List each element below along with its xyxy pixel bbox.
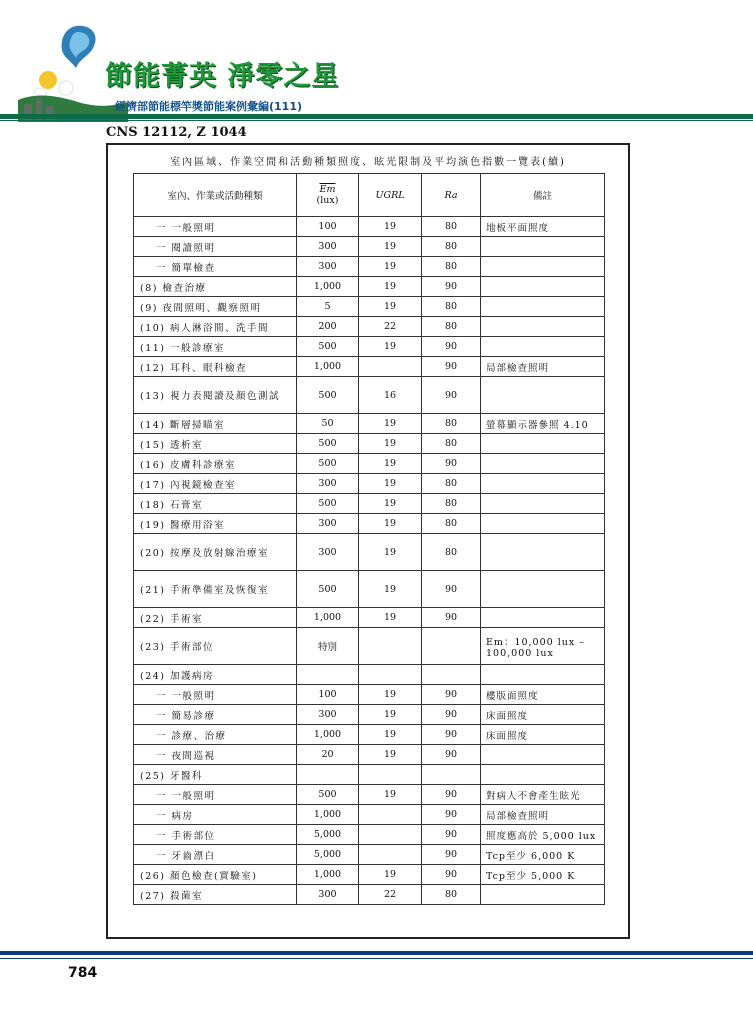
row-ra-cell: 90 [422, 725, 481, 745]
row-em-cell: 500 [297, 377, 359, 414]
row-em-cell: 500 [297, 785, 359, 805]
row-ugr-cell: 22 [359, 317, 422, 337]
row-em-cell: 500 [297, 434, 359, 454]
row-ugr-cell: 22 [359, 885, 422, 905]
row-em-cell: 500 [297, 337, 359, 357]
row-name-cell: (8) 檢查治療 [134, 277, 297, 297]
row-ra-cell: 90 [422, 377, 481, 414]
footer-divider-thin [0, 958, 753, 959]
row-ugr-cell: 19 [359, 337, 422, 357]
row-note-cell [481, 665, 605, 685]
row-ra-cell: 90 [422, 454, 481, 474]
row-name-cell: 一 簡易診療 [134, 705, 297, 725]
row-em-cell: 300 [297, 257, 359, 277]
row-note-cell [481, 885, 605, 905]
table-row [134, 765, 605, 785]
row-note-cell: 照度應高於 5,000 lux [481, 825, 605, 845]
row-name-cell: (23) 手術部位 [134, 628, 297, 665]
table-row [134, 571, 605, 608]
row-ra-cell: 80 [422, 217, 481, 237]
row-em-cell: 300 [297, 885, 359, 905]
row-ugr-cell: 19 [359, 685, 422, 705]
row-ra-cell: 80 [422, 885, 481, 905]
table-row [134, 257, 605, 277]
row-note-cell: 地板平面照度 [481, 217, 605, 237]
row-em-cell: 5,000 [297, 845, 359, 865]
row-ugr-cell [359, 845, 422, 865]
row-note-cell: 螢幕顯示器參照 4.10 [481, 414, 605, 434]
header-divider-thin [0, 120, 753, 121]
table-row [134, 474, 605, 494]
row-name-cell: 一 夜間巡視 [134, 745, 297, 765]
row-ugr-cell: 19 [359, 237, 422, 257]
row-ra-cell: 90 [422, 845, 481, 865]
row-note-cell [481, 765, 605, 785]
row-ra-cell: 90 [422, 357, 481, 377]
row-name-cell: 一 手術部位 [134, 825, 297, 845]
row-em-cell: 300 [297, 514, 359, 534]
row-em-cell: 特別 [297, 628, 359, 665]
row-ra-cell: 80 [422, 297, 481, 317]
illuminance-table [133, 173, 605, 905]
row-ra-cell: 80 [422, 534, 481, 571]
table-header-row [134, 174, 605, 217]
row-ra-cell [422, 665, 481, 685]
row-name-cell: (22) 手術室 [134, 608, 297, 628]
row-note-cell [481, 571, 605, 608]
row-ugr-cell [359, 765, 422, 785]
row-em-cell: 1,000 [297, 608, 359, 628]
header-em [297, 174, 359, 217]
row-name-cell: (25) 牙醫科 [134, 765, 297, 785]
page-header [0, 0, 753, 120]
row-ugr-cell: 19 [359, 608, 422, 628]
row-em-cell: 100 [297, 685, 359, 705]
table-row [134, 608, 605, 628]
table-row [134, 785, 605, 805]
row-em-cell: 5,000 [297, 825, 359, 845]
row-em-cell: 20 [297, 745, 359, 765]
header-divider [0, 114, 753, 119]
row-ra-cell: 90 [422, 337, 481, 357]
row-em-cell: 500 [297, 571, 359, 608]
header-ugr: UGRL [359, 174, 422, 217]
row-note-cell [481, 377, 605, 414]
row-note-cell [481, 434, 605, 454]
row-ugr-cell: 19 [359, 514, 422, 534]
row-note-cell: 床面照度 [481, 705, 605, 725]
row-em-cell: 5 [297, 297, 359, 317]
table-row [134, 865, 605, 885]
row-em-cell: 300 [297, 237, 359, 257]
row-name-cell: (19) 醫療用浴室 [134, 514, 297, 534]
table-row [134, 745, 605, 765]
row-ra-cell: 80 [422, 434, 481, 454]
table-row [134, 685, 605, 705]
row-note-cell [481, 237, 605, 257]
table-row [134, 705, 605, 725]
row-ra-cell [422, 628, 481, 665]
row-note-cell [481, 337, 605, 357]
row-ugr-cell [359, 665, 422, 685]
row-name-cell: (13) 視力表閱讀及顏色測試 [134, 377, 297, 414]
row-note-cell: Tcp至少 6,000 K [481, 845, 605, 865]
row-name-cell: (27) 殺菌室 [134, 885, 297, 905]
row-em-cell: 500 [297, 454, 359, 474]
row-name-cell: (14) 斷層掃瞄室 [134, 414, 297, 434]
row-em-cell: 300 [297, 705, 359, 725]
row-ra-cell: 80 [422, 237, 481, 257]
row-ugr-cell: 19 [359, 434, 422, 454]
table-title: 室內區域、作業空間和活動種類照度、眩光限制及平均演色指數一覽表(續) [170, 157, 566, 168]
table-row [134, 514, 605, 534]
row-ra-cell: 90 [422, 745, 481, 765]
row-note-cell: Tcp至少 5,000 K [481, 865, 605, 885]
table-row [134, 217, 605, 237]
header-name: 室內、作業或活動種類 [134, 174, 297, 217]
table-row [134, 805, 605, 825]
row-note-cell [481, 257, 605, 277]
row-name-cell: (12) 耳科、眼科檢查 [134, 357, 297, 377]
row-note-cell [481, 608, 605, 628]
row-em-cell [297, 765, 359, 785]
table-frame [106, 143, 630, 939]
row-name-cell: 一 簡單檢查 [134, 257, 297, 277]
row-ugr-cell: 19 [359, 257, 422, 277]
row-name-cell: (16) 皮膚科診療室 [134, 454, 297, 474]
table-row [134, 377, 605, 414]
row-em-cell: 100 [297, 217, 359, 237]
table-row [134, 317, 605, 337]
row-ugr-cell: 19 [359, 454, 422, 474]
row-name-cell: 一 一般照明 [134, 785, 297, 805]
row-em-cell: 300 [297, 534, 359, 571]
row-name-cell: 一 閱讀照明 [134, 237, 297, 257]
footer-divider [0, 951, 753, 955]
row-ra-cell: 90 [422, 785, 481, 805]
row-em-cell: 50 [297, 414, 359, 434]
row-ra-cell: 90 [422, 805, 481, 825]
row-note-cell: 對病人不會產生眩光 [481, 785, 605, 805]
row-ugr-cell [359, 628, 422, 665]
row-ra-cell: 80 [422, 257, 481, 277]
row-note-cell: Em：10,000 lux – 100,000 lux [481, 628, 605, 665]
row-name-cell: 一 病房 [134, 805, 297, 825]
table-row [134, 494, 605, 514]
table-row [134, 414, 605, 434]
row-note-cell [481, 277, 605, 297]
row-em-cell: 500 [297, 494, 359, 514]
row-ugr-cell: 19 [359, 217, 422, 237]
em-unit: (lux) [316, 195, 339, 206]
row-ra-cell: 80 [422, 317, 481, 337]
standard-code: CNS 12112, Z 1044 [106, 125, 247, 140]
row-name-cell: (20) 按摩及放射線治療室 [134, 534, 297, 571]
row-ugr-cell [359, 805, 422, 825]
table-row [134, 628, 605, 665]
row-name-cell: (9) 夜間照明、觀察照明 [134, 297, 297, 317]
row-note-cell [481, 534, 605, 571]
table-row [134, 277, 605, 297]
row-name-cell: (15) 透析室 [134, 434, 297, 454]
header-ra: Ra [422, 174, 481, 217]
row-ra-cell: 90 [422, 608, 481, 628]
row-ugr-cell: 19 [359, 865, 422, 885]
row-em-cell: 1,000 [297, 277, 359, 297]
row-em-cell: 1,000 [297, 805, 359, 825]
row-name-cell: (11) 一般診療室 [134, 337, 297, 357]
row-ugr-cell: 19 [359, 745, 422, 765]
row-name-cell: 一 診療、治療 [134, 725, 297, 745]
row-ugr-cell: 19 [359, 785, 422, 805]
row-note-cell [481, 297, 605, 317]
table-row [134, 237, 605, 257]
row-ugr-cell: 19 [359, 297, 422, 317]
row-note-cell [481, 494, 605, 514]
row-em-cell [297, 665, 359, 685]
row-name-cell: (17) 內視鏡檢查室 [134, 474, 297, 494]
row-name-cell: (26) 顏色檢查(實驗室) [134, 865, 297, 885]
row-ugr-cell: 19 [359, 725, 422, 745]
brand-title: 節能菁英 淨零之星 [105, 61, 340, 92]
row-em-cell: 300 [297, 474, 359, 494]
table-row [134, 885, 605, 905]
row-em-cell: 1,000 [297, 357, 359, 377]
table-row [134, 434, 605, 454]
table-row [134, 337, 605, 357]
table-body [134, 217, 605, 905]
row-ugr-cell: 19 [359, 534, 422, 571]
row-name-cell: (18) 石膏室 [134, 494, 297, 514]
row-ra-cell: 90 [422, 685, 481, 705]
table-row [134, 845, 605, 865]
row-ra-cell: 80 [422, 514, 481, 534]
table-row [134, 357, 605, 377]
page-number: 784 [68, 965, 98, 981]
row-ugr-cell: 19 [359, 571, 422, 608]
row-em-cell: 1,000 [297, 865, 359, 885]
row-ra-cell: 90 [422, 571, 481, 608]
table-row [134, 297, 605, 317]
row-ra-cell: 80 [422, 494, 481, 514]
row-ugr-cell: 19 [359, 277, 422, 297]
row-name-cell: (21) 手術準備室及恢復室 [134, 571, 297, 608]
row-ra-cell: 80 [422, 474, 481, 494]
row-note-cell [481, 454, 605, 474]
table-row [134, 534, 605, 571]
row-note-cell [481, 514, 605, 534]
header-note: 備註 [481, 174, 605, 217]
row-note-cell: 局部檢查照明 [481, 357, 605, 377]
row-em-cell: 200 [297, 317, 359, 337]
row-name-cell: (10) 病人淋浴間、洗手間 [134, 317, 297, 337]
row-note-cell [481, 745, 605, 765]
row-note-cell: 局部檢查照明 [481, 805, 605, 825]
book-subtitle: 經濟部節能標竿獎節能案例彙編(111) [115, 100, 303, 113]
row-ugr-cell [359, 357, 422, 377]
row-note-cell: 樓版面照度 [481, 685, 605, 705]
table-row [134, 665, 605, 685]
row-em-cell: 1,000 [297, 725, 359, 745]
table-row [134, 725, 605, 745]
row-ra-cell [422, 765, 481, 785]
row-ugr-cell [359, 825, 422, 845]
row-ugr-cell: 16 [359, 377, 422, 414]
table-row [134, 454, 605, 474]
row-note-cell [481, 474, 605, 494]
row-note-cell: 床面照度 [481, 725, 605, 745]
row-ugr-cell: 19 [359, 414, 422, 434]
row-ugr-cell: 19 [359, 474, 422, 494]
row-name-cell: (24) 加護病房 [134, 665, 297, 685]
table-row [134, 825, 605, 845]
row-note-cell [481, 317, 605, 337]
row-name-cell: 一 一般照明 [134, 217, 297, 237]
row-ra-cell: 90 [422, 825, 481, 845]
row-name-cell: 一 牙齒漂白 [134, 845, 297, 865]
row-ra-cell: 90 [422, 865, 481, 885]
row-name-cell: 一 一般照明 [134, 685, 297, 705]
em-symbol: $\overline{Em}$ [319, 184, 336, 195]
row-ra-cell: 80 [422, 414, 481, 434]
row-ugr-cell: 19 [359, 705, 422, 725]
row-ra-cell: 90 [422, 277, 481, 297]
row-ra-cell: 90 [422, 705, 481, 725]
row-ugr-cell: 19 [359, 494, 422, 514]
